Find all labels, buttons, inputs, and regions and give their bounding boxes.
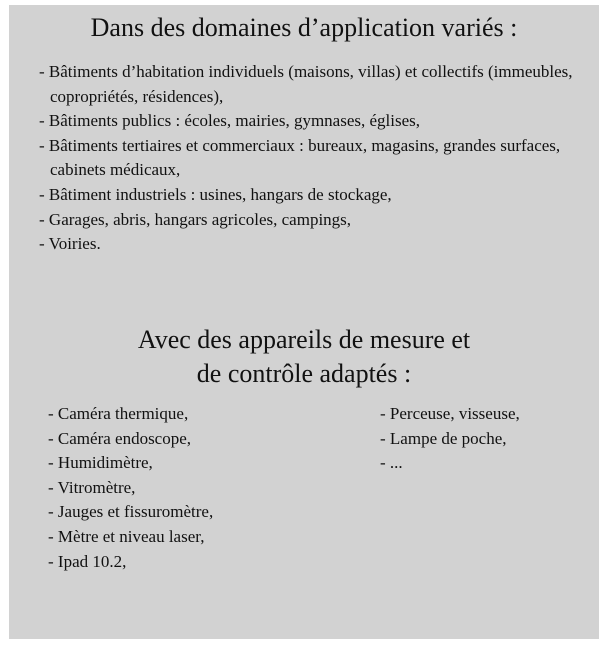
section-title-line-2: de contrôle adaptés : bbox=[196, 359, 412, 388]
list-item: - Mètre et niveau laser, bbox=[48, 526, 205, 546]
section-title-equipment bbox=[9, 323, 599, 391]
list-item: - Caméra thermique, bbox=[48, 404, 189, 423]
list-item: - Lampe de poche, bbox=[380, 428, 507, 448]
list-item: - Bâtiments tertiaires et commerciaux : bureaux, magasins, grandes surfaces, cabinets médicaux, bbox=[39, 135, 561, 180]
list-item: - Garages, abris, hangars agricoles, campings, bbox=[39, 209, 352, 229]
list-item: - Jauges et fissuromètre, bbox=[48, 502, 214, 522]
list-item: - Voiries. bbox=[39, 234, 101, 254]
section-title-line-1: Avec des appareils de mesure et bbox=[137, 325, 471, 354]
list-item: - ... bbox=[380, 453, 403, 473]
list-item: - Perceuse, visseuse, bbox=[380, 404, 520, 423]
list-item: - Bâtiments publics : écoles, mairies, gymnases, églises, bbox=[39, 111, 421, 131]
equipment-list-left bbox=[48, 402, 348, 574]
list-item: - Vitromètre, bbox=[48, 477, 136, 497]
list-item: - Ipad 10.2, bbox=[48, 551, 127, 571]
list-item: - Bâtiment industriels : usines, hangars de stockage, bbox=[39, 184, 392, 204]
info-panel bbox=[9, 5, 599, 639]
list-item: - Bâtiments d’habitation individuels (maisons, villas) et collectifs (immeubles, copropriétés, résidences), bbox=[39, 62, 573, 106]
equipment-list-right bbox=[380, 402, 590, 476]
list-item: - Humidimètre, bbox=[48, 453, 153, 473]
section-title-domains: Dans des domaines d’application variés : bbox=[90, 13, 518, 42]
list-item: - Caméra endoscope, bbox=[48, 428, 192, 448]
domains-list bbox=[39, 60, 579, 257]
